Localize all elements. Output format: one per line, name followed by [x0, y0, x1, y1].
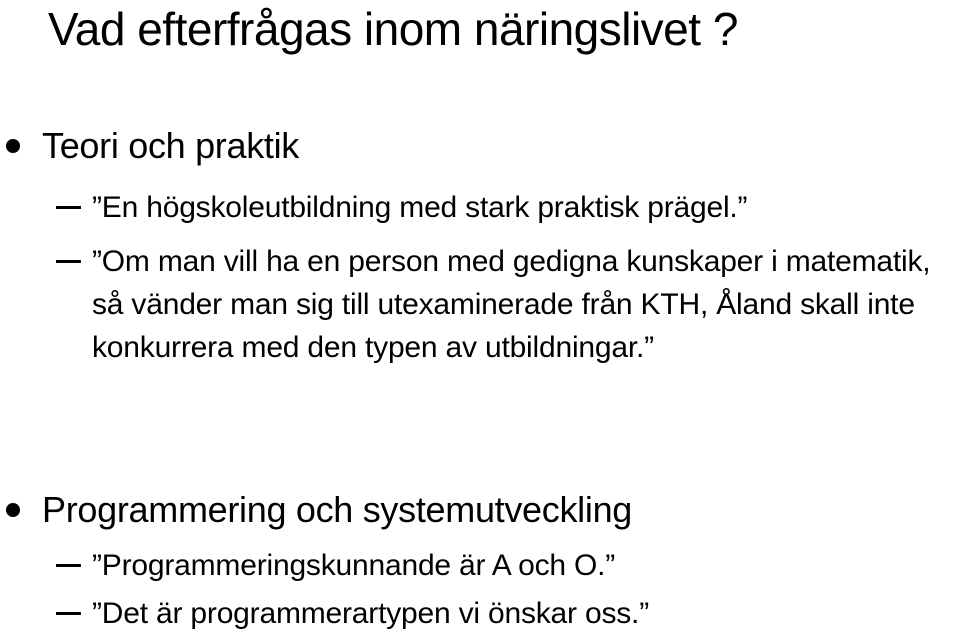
- dash-icon: [56, 612, 81, 615]
- bullet-label: Programmering och systemutveckling: [42, 489, 633, 530]
- quote-text: ”Programmeringskunnande är A och O.”: [92, 549, 616, 582]
- quote-text: ”Det är programmerartypen vi önskar oss.”: [92, 597, 649, 630]
- slide-title: Vad efterfrågas inom näringslivet ?: [48, 3, 738, 55]
- dash-icon: [56, 260, 81, 263]
- dash-icon: [56, 564, 81, 567]
- bullet-dot-icon: [6, 503, 20, 517]
- bullet-label: Teori och praktik: [42, 125, 300, 166]
- quote-text: ”Om man vill ha en person med gedigna kunskaper i matematik, så vänder man sig till utexaminerade från KTH, Åland skall inte konkurrera med den typen av utbildningar.”: [92, 245, 931, 364]
- dash-icon: [56, 206, 81, 209]
- bullet-dot-icon: [6, 139, 20, 153]
- quote-text: ”En högskoleutbildning med stark praktisk prägel.”: [92, 191, 748, 224]
